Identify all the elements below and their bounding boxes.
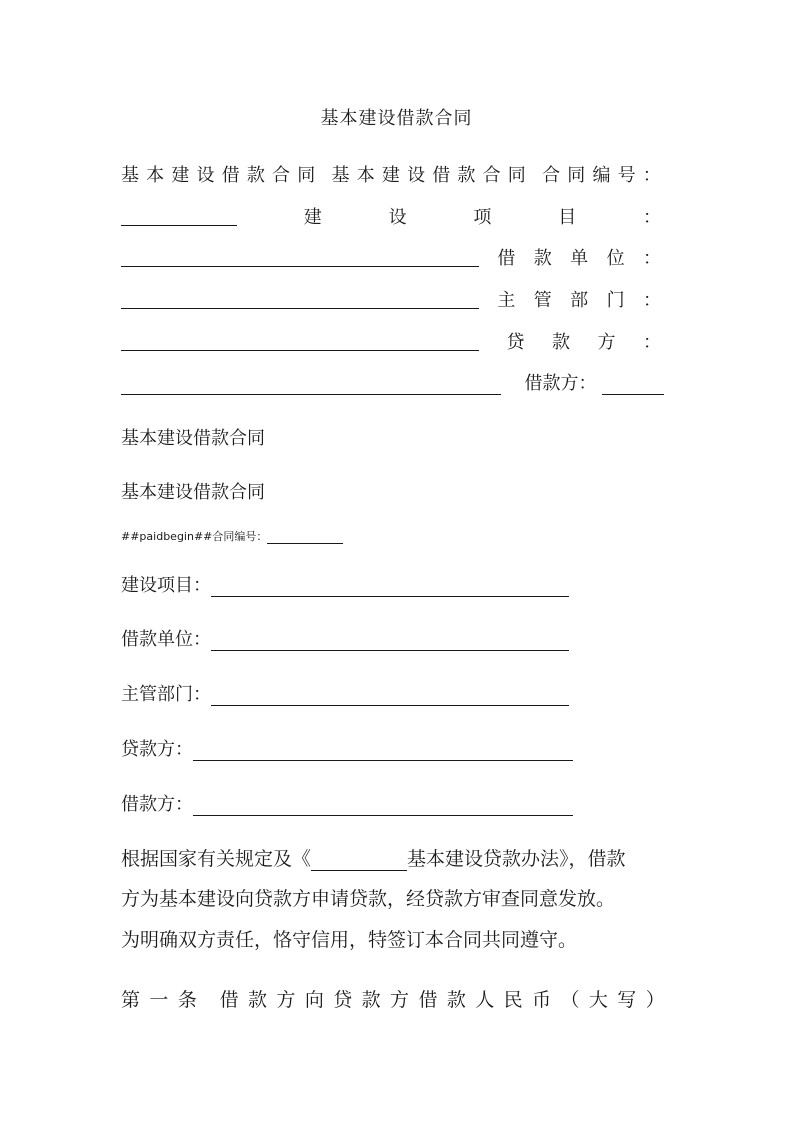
field-borrower [121,790,573,816]
char: 合 [542,165,561,186]
blank-line [121,290,479,309]
char: （ [560,988,580,1011]
char: 基 [331,165,350,186]
char: 一 [149,988,169,1011]
char: 款 [552,332,570,353]
char: 单 [570,248,589,269]
char: 同 [507,165,526,186]
char: 款 [246,165,265,186]
char: 方 [390,988,410,1011]
char: 人 [475,988,495,1011]
char: 款 [533,248,552,269]
field-label: 建设项目： [121,575,211,596]
field-label: 借款方： [121,794,193,815]
char: 编 [592,165,611,186]
header-line-2 [121,202,661,230]
char: 合 [272,165,291,186]
char: 本 [356,165,375,186]
char: 写 [617,988,637,1011]
char: 项 [473,207,492,228]
field-label: 借款单位： [121,629,211,650]
char: 号 [617,165,636,186]
paid-line [121,528,343,544]
char: 门 [606,290,625,311]
borrower-label: 借款方： [524,373,597,394]
char: 款 [446,988,466,1011]
blank-line [211,578,569,597]
char: 设 [388,207,407,228]
article-1-line [121,984,665,1012]
document-title: 基本建设借款合同 [320,108,473,129]
header-line-5 [121,327,661,355]
blank-line [193,742,573,761]
char: 部 [570,290,589,311]
char: 设 [196,165,215,186]
char: 同 [567,165,586,186]
blank-line [193,797,573,816]
paragraph-line-1 [121,844,667,871]
char: ： [642,165,661,186]
heading-b: 基本建设借款合同 [121,482,265,503]
char: 位 [606,248,625,269]
blank-line [311,852,407,871]
blank-line [121,207,237,226]
field-label: 贷款方： [121,739,193,760]
char: 合 [482,165,501,186]
field-borrowing-unit [121,625,569,651]
char: 本 [146,165,165,186]
char: 借 [221,165,240,186]
char: ： [642,207,661,228]
char: ） [645,988,665,1011]
char: 第 [121,988,141,1011]
paragraph-line-2: 方为基本建设向贷款方申请贷款，经贷款方审查同意发放。 [121,888,616,910]
char: 借 [418,988,438,1011]
char: ： [643,332,661,353]
para-text: 基本建设贷款办法》，借款 [407,848,626,870]
para-text: 根据国家有关规定及《 [121,848,312,870]
header-line-1 [121,160,661,188]
char: 设 [407,165,426,186]
field-lender [121,735,573,761]
blank-line [211,632,569,651]
char: 建 [171,165,190,186]
char: ： [642,290,661,311]
char: 款 [457,165,476,186]
char: 管 [533,290,552,311]
char: 款 [248,988,268,1011]
header-line-6 [121,369,661,397]
char: 贷 [333,988,353,1011]
char: 借 [497,248,516,269]
paid-line-text: ##paidbegin##合同编号： [121,530,268,543]
blank-line [121,376,501,395]
char: 基 [121,165,139,186]
char: 借 [432,165,451,186]
char: 建 [381,165,400,186]
blank-line [602,376,664,395]
char: 方 [276,988,296,1011]
char: 大 [588,988,608,1011]
char: 款 [361,988,381,1011]
char: 民 [503,988,523,1011]
paragraph-line-3: 为明确双方责任，恪守信用，特签订本合同共同遵守。 [121,929,578,951]
field-label: 主管部门： [121,684,211,705]
heading-a: 基本建设借款合同 [121,428,265,449]
char: 方 [597,332,616,353]
char: 建 [303,207,322,228]
header-line-4 [121,285,661,313]
blank-line [267,533,343,544]
char: 借 [219,988,239,1011]
char: 主 [497,290,516,311]
char: 币 [532,988,552,1011]
blank-line [121,332,479,351]
blank-line [211,687,569,706]
field-competent-dept [121,680,569,706]
char: ： [642,248,661,269]
char: 向 [304,988,324,1011]
field-construction-project [121,571,569,597]
header-line-3 [121,243,661,271]
char: 同 [297,165,316,186]
char: 目 [558,207,577,228]
blank-line [121,248,479,267]
char: 条 [177,988,197,1011]
char: 贷 [506,332,525,353]
